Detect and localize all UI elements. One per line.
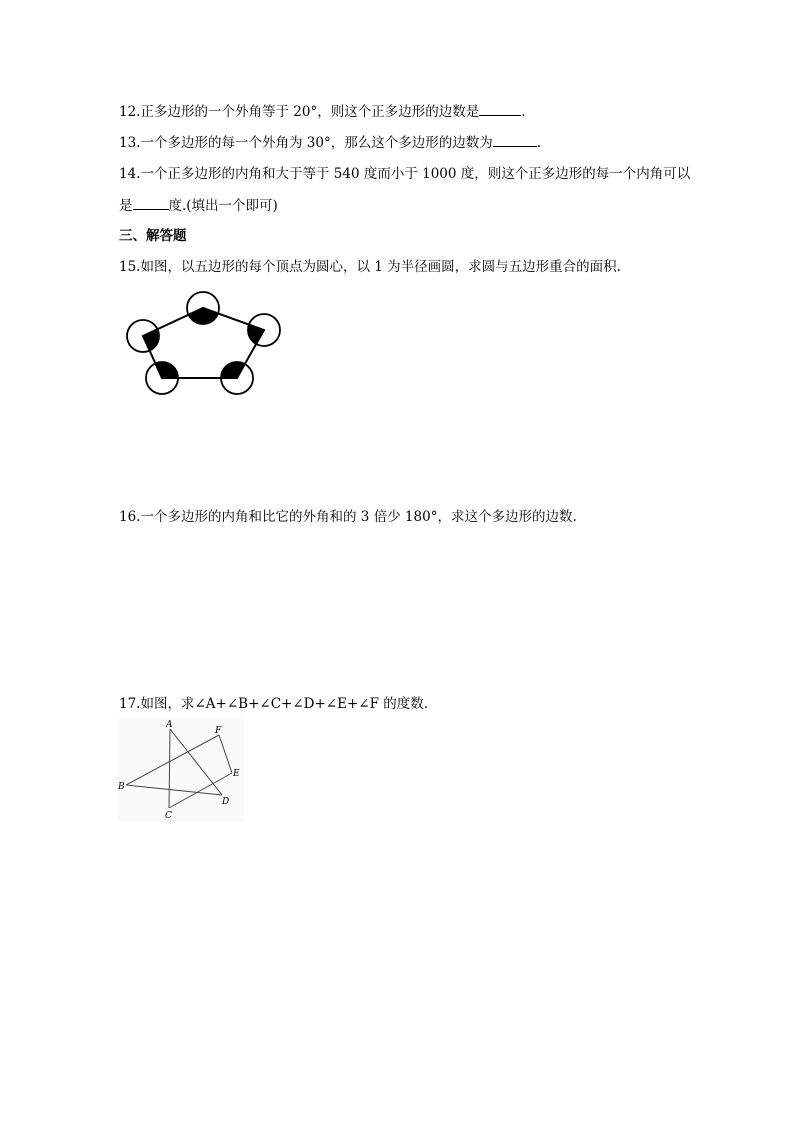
question-16: 16.一个多边形的内角和比它的外角和的 3 倍少 180°，求这个多边形的边数. — [119, 509, 577, 525]
section-title: 三、解答题 — [119, 228, 187, 244]
question-14-line1: 14.一个正多边形的内角和大于等于 540 度而小于 1000 度，则这个正多边形的每一个内角可以 — [119, 166, 691, 182]
question-14-line2: 是 度.(填出一个即可) — [119, 195, 278, 216]
pentagon-circles-figure — [120, 288, 290, 400]
label-b: B — [118, 782, 125, 792]
question-12-text: 12.正多边形的一个外角等于 20°，则这个正多边形的边数是 — [119, 104, 480, 120]
question-13-text: 13.一个多边形的每一个外角为 30°，那么这个多边形的边数为 — [119, 135, 493, 151]
label-d: D — [222, 797, 230, 807]
question-17: 17.如图，求∠A+∠B+∠C+∠D+∠E+∠F 的度数. — [119, 696, 429, 712]
label-f: F — [215, 726, 222, 736]
answer-blank-12[interactable] — [479, 101, 521, 116]
question-15: 15.如图，以五边形的每个顶点为圆心，以 1 为半径画圆，求圆与五边形重合的面积. — [119, 259, 621, 275]
answer-blank-14[interactable] — [133, 195, 169, 210]
triangles-figure — [118, 718, 244, 822]
question-12: 12.正多边形的一个外角等于 20°，则这个正多边形的边数是 . — [119, 101, 526, 122]
answer-blank-13[interactable] — [493, 132, 537, 147]
question-13: 13.一个多边形的每一个外角为 30°，那么这个多边形的边数为 . — [119, 132, 541, 153]
label-c: C — [165, 811, 172, 821]
label-a: A — [166, 720, 173, 730]
label-e: E — [233, 769, 240, 779]
